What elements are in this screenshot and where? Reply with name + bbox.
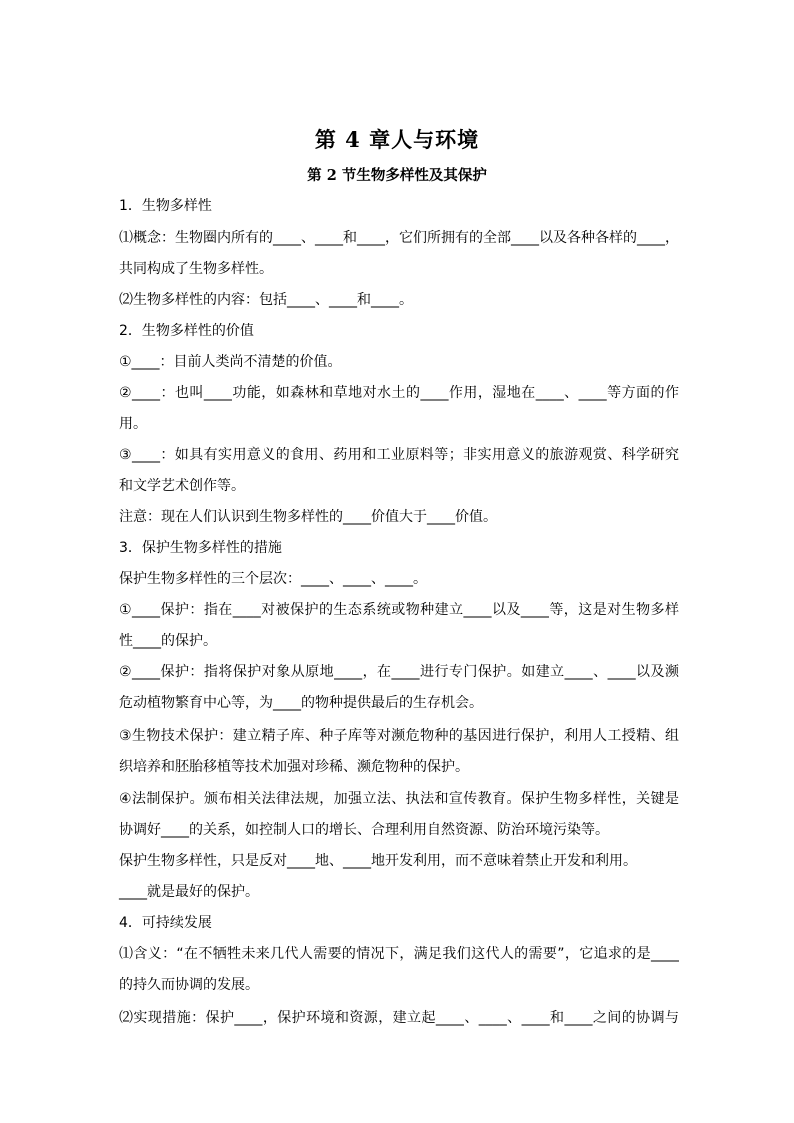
paragraph-line: ⑵实现措施：保护____，保护环境和资源，建立起____、____、____和____之间的协调与 xyxy=(119,1010,679,1026)
paragraph-line: 和文学艺术创作等。 xyxy=(119,478,245,494)
paragraph-line: 织培养和胚胎移植等技术加强对珍稀、濒危物种的保护。 xyxy=(119,759,469,775)
chapter-title: 第 4 章人与环境 xyxy=(314,127,480,152)
section-subtitle: 第 2 节生物多样性及其保护 xyxy=(307,167,487,184)
paragraph-line: 保护生物多样性的三个层次：____、____、____。 xyxy=(119,571,427,587)
paragraph-line: 性____的保护。 xyxy=(119,633,217,649)
heading-sustainable-development: 4．可持续发展 xyxy=(119,915,212,931)
paragraph-line: 保护生物多样性，只是反对____地、____地开发利用，而不意味着禁止开发和利用。 xyxy=(119,853,637,869)
paragraph-line: ⑴含义：“在不牺牲未来几代人需要的情况下，满足我们这代人的需要”，它追求的是____ xyxy=(119,946,679,962)
heading-protection-measures: 3．保护生物多样性的措施 xyxy=(119,540,282,556)
heading-biodiversity: 1．生物多样性 xyxy=(119,198,212,214)
paragraph-line: ⑵生物多样性的内容：包括____、____和____。 xyxy=(119,292,413,308)
paragraph-line: ____就是最好的保护。 xyxy=(119,884,259,900)
paragraph-line: 危动植物繁育中心等，为____的物种提供最后的生存机会。 xyxy=(119,695,483,711)
paragraph-line: ③____：如具有实用意义的食用、药用和工业原料等；非实用意义的旅游观赏、科学研究 xyxy=(119,447,679,463)
heading-biodiversity-value: 2．生物多样性的价值 xyxy=(119,323,254,339)
paragraph-line: 用。 xyxy=(119,416,147,432)
paragraph-line: 共同构成了生物多样性。 xyxy=(119,261,273,277)
paragraph-line: ④法制保护。颁布相关法律法规，加强立法、执法和宣传教育。保护生物多样性，关键是 xyxy=(119,791,679,807)
paragraph-line: ③生物技术保护：建立精子库、种子库等对濒危物种的基因进行保护，利用人工授精、组 xyxy=(119,728,679,744)
paragraph-line: 协调好____的关系，如控制人口的增长、合理利用自然资源、防治环境污染等。 xyxy=(119,822,609,838)
paragraph-line: ②____：也叫____功能，如森林和草地对水土的____作用，湿地在____、____等方面的作 xyxy=(119,385,679,401)
paragraph-line: ①____：目前人类尚不清楚的价值。 xyxy=(119,354,342,370)
note-line: 注意：现在人们认识到生物多样性的____价值大于____价值。 xyxy=(119,509,497,525)
paragraph-line: ①____保护：指在____对被保护的生态系统或物种建立____以及____等，这是对生物多样 xyxy=(119,602,679,618)
paragraph-line: ②____保护：指将保护对象从原地____，在____进行专门保护。如建立____、____以及濒 xyxy=(119,664,679,680)
paragraph-line: 的持久而协调的发展。 xyxy=(119,977,259,993)
paragraph-line: ⑴概念：生物圈内所有的____、____和____，它们所拥有的全部____以及各种各样的____， xyxy=(119,230,679,246)
